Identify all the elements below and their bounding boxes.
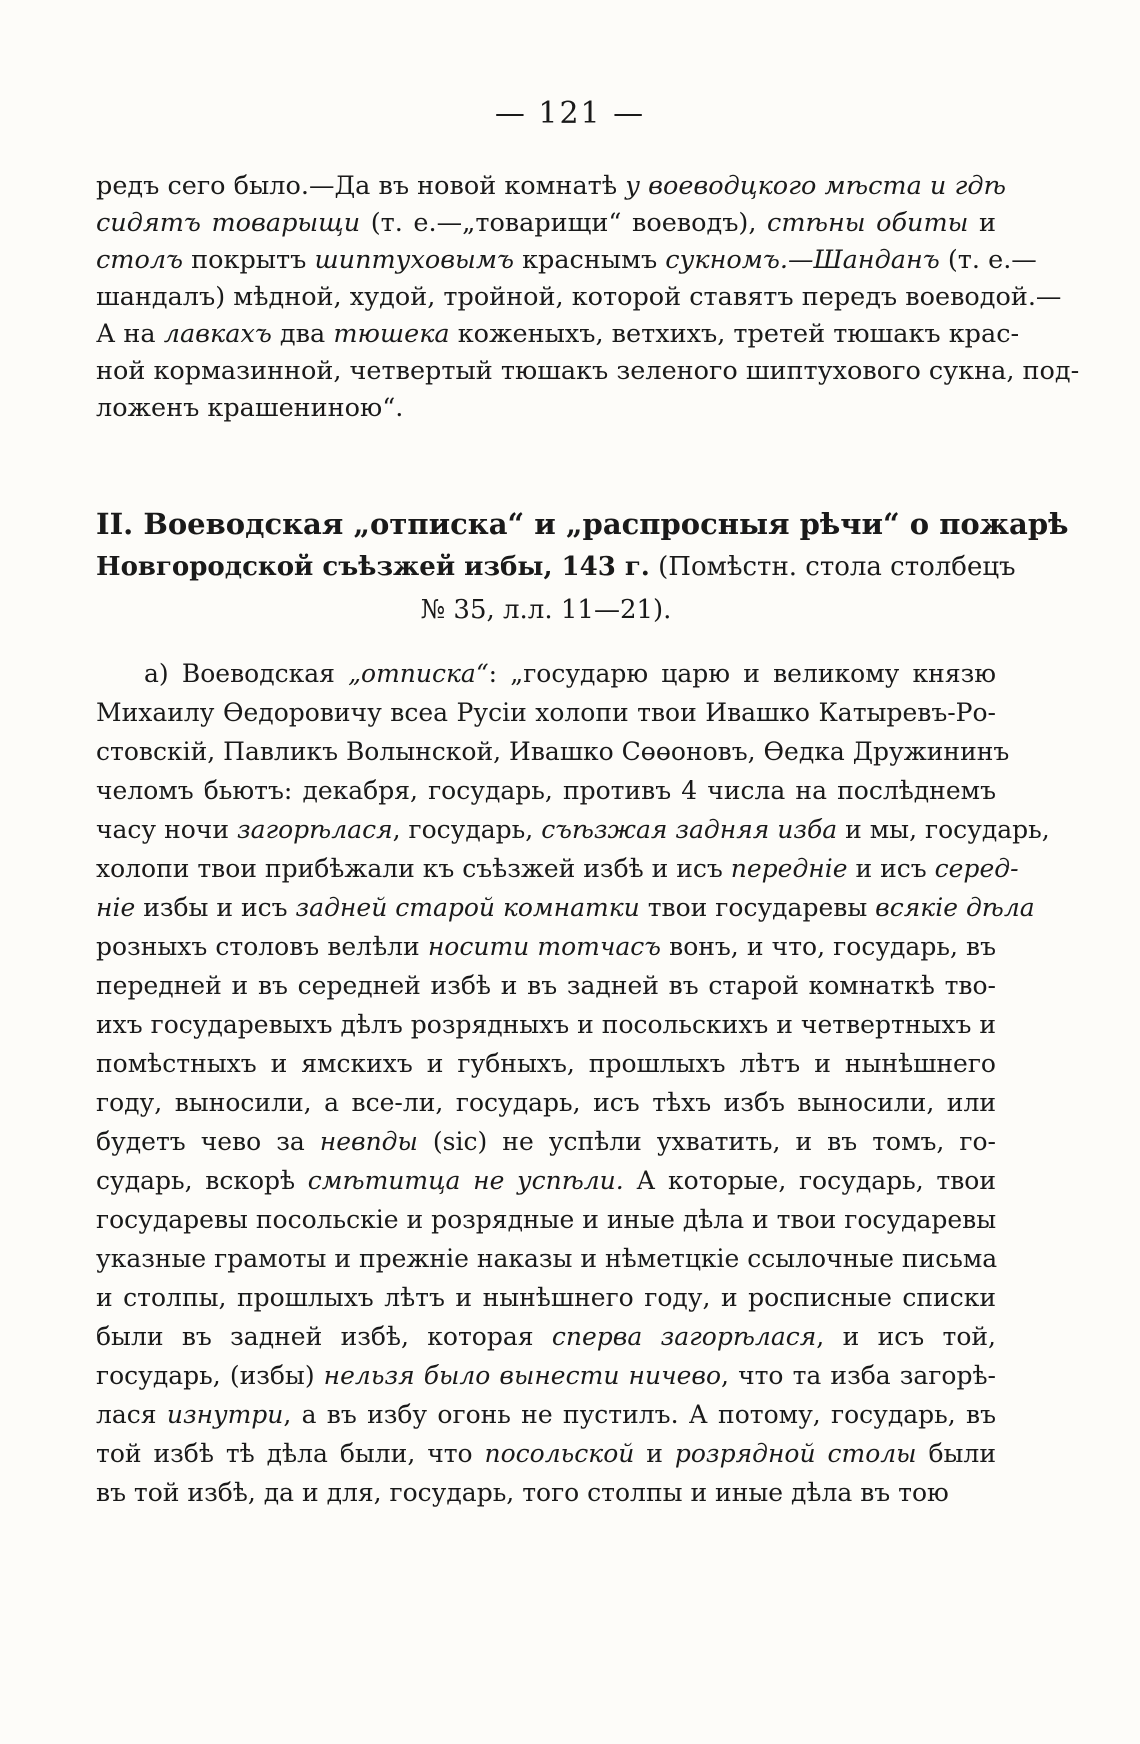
text-line [96,1356,996,1395]
italic-text: ніе [96,893,136,922]
page-number: — 121 — [494,96,646,131]
text-run: краснымъ [513,245,666,275]
text-line [96,546,1016,589]
italic-text: тюшека [333,319,450,349]
text-line [96,1083,996,1122]
text-run: государь, (избы) [96,1361,324,1390]
text-run: II. Воеводская „отписка“ и „распросныя рѣчи“ о пожарѣ [96,507,1069,541]
text-line [96,390,996,427]
text-run: , и исъ той, [816,1322,997,1351]
text-run: А которые, государь, твои [623,1166,996,1195]
text-line [96,242,1037,279]
text-run: сударь, вскорѣ [96,1166,308,1195]
text-run: году, выносили, а все-ли, государь, исъ тѣхъ избъ выносили, или [96,1088,996,1117]
text-line [96,732,1010,771]
text-line [96,589,996,632]
italic-text: серед- [934,854,1019,883]
text-run: (т. е.—„товарищи“ воеводъ), [360,208,768,238]
text-line [96,771,996,810]
text-line [96,353,1080,390]
text-line [96,1122,996,1161]
text-run: № 35, л.л. 11—21). [420,595,672,625]
text-run: были [916,1439,996,1468]
text-line [96,1161,996,1200]
text-line [96,693,996,732]
italic-text: шиптуховымъ [314,245,514,275]
text-line [96,1317,996,1356]
text-line [96,1005,996,1044]
text-run: (sic) не успѣли ухватить, и въ томъ, го- [417,1127,996,1156]
text-run: были въ задней избѣ, которая [96,1322,552,1351]
paragraph-otpiska [96,654,1050,1512]
text-run: и столпы, прошлыхъ лѣтъ и нынѣшнего году, и росписные списки [96,1283,996,1312]
italic-text: невпды [319,1127,418,1156]
text-run: вонъ, и что, государь, въ [660,932,996,961]
italic-text: розрядной столы [674,1439,917,1468]
italic-text: столъ [96,245,184,275]
text-run: шандалъ) мѣдной, худой, тройной, которой ставятъ передъ воеводой.— [96,282,1062,312]
text-run: коженыхъ, ветхихъ, третей тюшакъ крас- [449,319,1020,349]
text-run: (Помѣстн. стола столбецъ [649,552,1016,582]
text-run: Михаилу Өедоровичу всеа Русіи холопи твои Ивашко Катыревъ-Ро- [96,698,996,727]
italic-text: сидятъ товарыщи [96,208,361,238]
text-line [96,503,1069,546]
text-run: лася [96,1400,167,1429]
text-run: ихъ государевыхъ дѣлъ розрядныхъ и посольскихъ и четвертныхъ и [96,1010,996,1039]
text-run: два [271,319,334,349]
italic-text: изнутри [166,1400,284,1429]
text-line [96,1473,996,1512]
text-run: холопи твои прибѣжали къ съѣзжей избѣ и исъ [96,854,731,883]
text-line [96,205,996,242]
text-line [96,810,1050,849]
text-line [96,1434,996,1473]
text-run: , а въ избу огонь не пустилъ. А потому, государь, въ [283,1400,996,1429]
text-run: избы и исъ [135,893,296,922]
text-line [96,1044,996,1083]
text-line [96,279,1062,316]
italic-text: передніе [730,854,848,883]
text-run: въ той избѣ, да и для, государь, того столпы и иные дѣла въ тою [96,1478,949,1507]
text-line [96,316,1020,353]
text-line [96,1395,996,1434]
text-run: челомъ бьютъ: декабря, государь, противъ 4 числа на послѣднемъ [96,776,996,805]
italic-text: нельзя было вынести ничево [323,1361,722,1390]
italic-text: стѣны обиты [767,208,969,238]
text-run: а) Воеводская [144,659,349,688]
text-run: той избѣ тѣ дѣла были, что [96,1439,485,1468]
text-run: помѣстныхъ и ямскихъ и губныхъ, прошлыхъ лѣтъ и нынѣшнего [96,1049,996,1078]
text-line [96,1239,996,1278]
text-run: редъ сего было.—Да въ новой комнатѣ [96,171,626,201]
text-line [96,927,996,966]
text-run: (т. е.— [939,245,1037,275]
italic-text: посольской [484,1439,635,1468]
text-run: часу ночи [96,815,237,844]
text-run: ной кормазинной, четвертый тюшакъ зеленого шиптухового сукна, под- [96,356,1080,386]
text-run: стовскій, Павликъ Волынской, Ивашко Сөөоновъ, Өедка Дружининъ [96,737,1010,766]
italic-text: съѣзжая задняя изба [541,815,838,844]
text-line [96,1200,996,1239]
italic-text: смѣтитца не успѣли. [307,1166,624,1195]
text-run: и исъ [847,854,935,883]
text-run: , государь, [392,815,542,844]
italic-text: загорѣлася [236,815,393,844]
italic-text: „отписка“ [348,659,489,688]
text-line [96,888,1035,927]
text-run: передней и въ середней избѣ и въ задней въ старой комнаткѣ тво- [96,971,996,1000]
text-line [96,168,1006,205]
paragraph-continued [96,168,1080,427]
section-heading [96,503,1069,632]
italic-text: носити тотчасъ [427,932,661,961]
text-line [96,849,1019,888]
text-run: будетъ чево за [96,1127,320,1156]
text-line [96,1278,996,1317]
text-run: А на [96,319,164,349]
italic-text: у воеводцкого мѣста и гдѣ [625,171,1006,201]
text-run: розныхъ столовъ велѣли [96,932,428,961]
text-run: государевы посольскіе и розрядные и иные дѣла и твои государевы [96,1205,997,1234]
italic-text: сукномъ.—Шанданъ [665,245,940,275]
text-run: и [968,208,997,238]
italic-text: задней старой комнатки [295,893,640,922]
text-run: ложенъ крашениною“. [96,393,404,423]
text-run: указные грамоты и прежніе наказы и нѣметцкіе ссылочные письма [96,1244,998,1273]
text-run: и мы, государь, [837,815,1050,844]
italic-text: всякіе дѣла [875,893,1035,922]
text-run: и [634,1439,675,1468]
text-run: , что та изба загорѣ- [721,1361,996,1390]
text-line [96,966,996,1005]
italic-text: лавкахъ [163,319,272,349]
italic-text: сперва загорѣлася [551,1322,817,1351]
text-line [96,654,996,693]
text-run: : „государю царю и великому князю [488,659,997,688]
text-run: покрытъ [183,245,315,275]
text-run: Новгородской съѣзжей избы, 143 г. [96,552,650,582]
text-run: твои государевы [639,893,876,922]
